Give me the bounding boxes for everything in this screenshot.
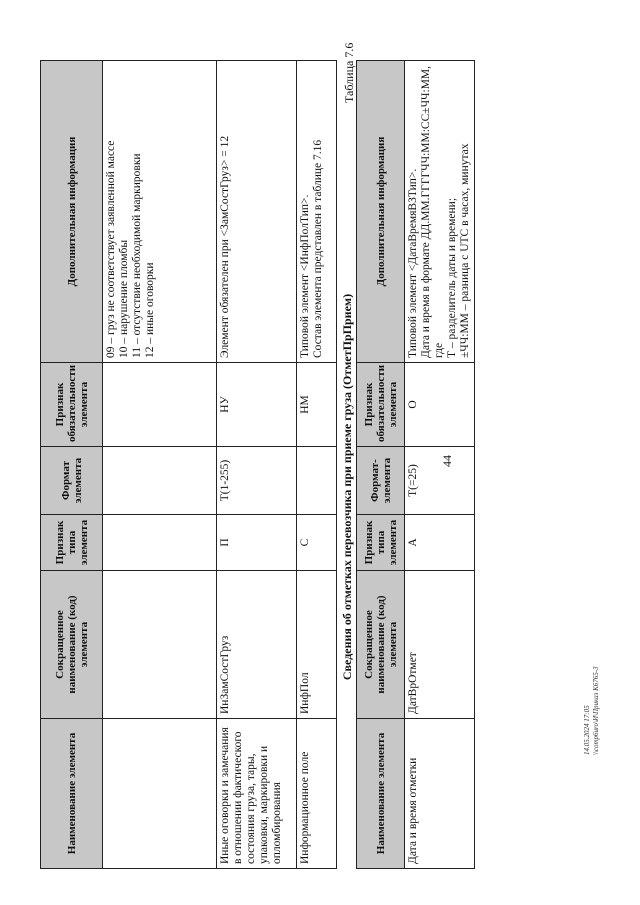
info-line: 11 – отсутствие необходимой маркировки <box>131 153 143 358</box>
header-format: Формат-элемента <box>357 447 405 515</box>
header-required: Признак обязательности элемента <box>41 363 103 447</box>
table-caption: Таблица 7.6 <box>342 42 356 103</box>
header-format: Формат элемента <box>41 447 103 515</box>
cell-code: ДатВрОтмет <box>405 571 475 719</box>
page-number: 44 <box>440 455 454 467</box>
acceptance-marks-table <box>356 60 475 869</box>
cell-code: ИнфПол <box>297 571 337 719</box>
table-title: Сведения об отметках перевозчика при приеме груза (ОтметПрПрием) <box>340 293 354 681</box>
info-line: ±ЧЧ:ММ – разница с UTC в часах, минутах <box>459 143 471 358</box>
cell-info <box>297 61 337 363</box>
cell-type: А <box>405 515 475 571</box>
cell-type <box>103 515 217 571</box>
info-line: Типовой элемент <ИнфПолТип>. <box>299 194 311 358</box>
cell-type: П <box>217 515 297 571</box>
cell-info <box>405 61 475 363</box>
footer-path: \\comp6uro\И\Приказ К6765-3 <box>592 666 600 755</box>
cell-format <box>297 447 337 515</box>
info-line: 10 – нарушение пломбы <box>118 239 130 358</box>
footer-stamp <box>583 666 601 755</box>
cell-format: T(1-255) <box>217 447 297 515</box>
cell-name <box>103 719 217 869</box>
cell-name: Информационное поле <box>297 719 337 869</box>
cell-type: С <box>297 515 337 571</box>
info-line: 09 – груз не соответствует заявленной массе <box>105 140 117 358</box>
header-name: Наименование элемента <box>41 719 103 869</box>
table-row <box>297 61 337 869</box>
cell-name: Дата и время отметки <box>405 719 475 869</box>
table-row <box>405 61 475 869</box>
table-header-row <box>357 61 405 869</box>
table-row <box>103 61 217 869</box>
info-line: Т – разделитель даты и времени; <box>446 197 458 358</box>
elements-table <box>40 60 337 869</box>
cell-required: О <box>405 363 475 447</box>
cell-required: НМ <box>297 363 337 447</box>
header-code: Сокращенное наименование (код) элемента <box>357 571 405 719</box>
cell-format: T(=25) <box>405 447 475 515</box>
info-line: Дата и время в формате ДД.ММ.ГГГГЧЧ:ММ:СС±ЧЧ:ММ, где <box>420 65 445 358</box>
info-line: Типовой элемент <ДатаВремяВЗТип>. <box>407 168 419 358</box>
header-info: Дополнительная информация <box>41 61 103 363</box>
cell-info <box>217 61 297 363</box>
cell-info <box>103 61 217 363</box>
cell-code: ИнЗамСостГруз <box>217 571 297 719</box>
header-info: Дополнительная информация <box>357 61 405 363</box>
cell-name: Иные оговорки и замечания в отношении фактического состояния груза, тары, упаковки, маркировки и опломбирования <box>217 719 297 869</box>
info-line: Элемент обязателен при <ЗамСостГруз> = 12 <box>219 135 231 358</box>
cell-format <box>103 447 217 515</box>
header-type: Признак типа элемента <box>357 515 405 571</box>
info-line: 12 – иные оговорки <box>144 262 156 358</box>
header-name: Наименование элемента <box>357 719 405 869</box>
cell-code <box>103 571 217 719</box>
cell-required <box>103 363 217 447</box>
footer-date: 14.05.2024 17:05 <box>583 705 591 755</box>
header-code: Сокращенное наименование (код) элемента <box>41 571 103 719</box>
table-header-row <box>41 61 103 869</box>
info-line: Состав элемента представлен в таблице 7.16 <box>312 139 324 358</box>
table-row <box>217 61 297 869</box>
cell-required: НУ <box>217 363 297 447</box>
header-type: Признак типа элемента <box>41 515 103 571</box>
header-required: Признак обязательности элемента <box>357 363 405 447</box>
